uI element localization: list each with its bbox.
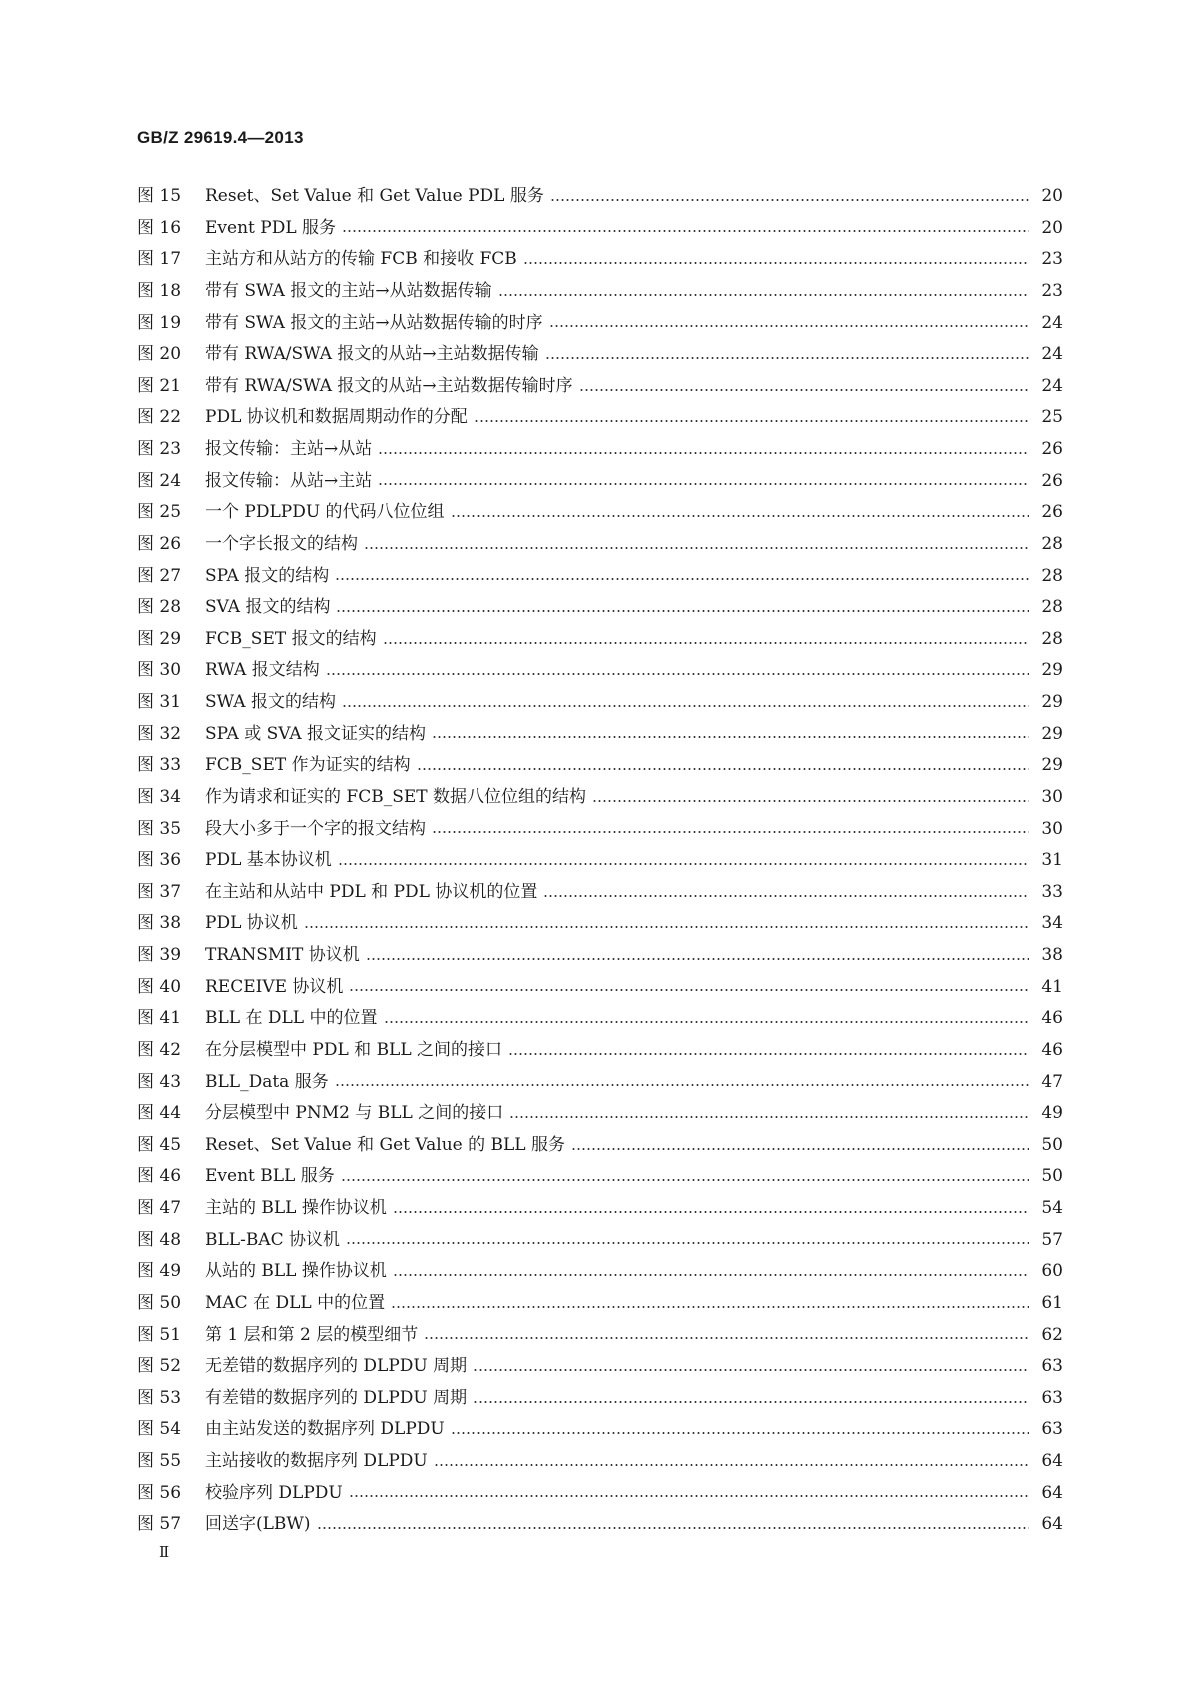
figure-title: 从站的 BLL 操作协议机 bbox=[205, 1261, 387, 1282]
figure-title: 主站接收的数据序列 DLPDU bbox=[205, 1451, 428, 1471]
figure-title: 无差错的数据序列的 DLPDU 周期 bbox=[205, 1356, 468, 1377]
figure-title: 带有 RWA/SWA 报文的从站→主站数据传输时序 bbox=[205, 375, 573, 396]
figure-number: 图 35 bbox=[137, 818, 182, 839]
dot-leader bbox=[336, 610, 1029, 612]
toc-entry[interactable] bbox=[137, 1003, 1063, 1035]
page-reference: 25 bbox=[1041, 407, 1063, 428]
toc-entry[interactable] bbox=[137, 592, 1063, 624]
figure-title: Event BLL 服务 bbox=[205, 1166, 335, 1187]
figure-title: 校验序列 DLPDU bbox=[205, 1482, 343, 1503]
toc-entry[interactable] bbox=[137, 434, 1063, 466]
figure-title: SPA 报文的结构 bbox=[205, 565, 330, 586]
dot-leader bbox=[378, 483, 1029, 485]
toc-entry[interactable] bbox=[137, 1320, 1063, 1352]
figure-title: PDL 协议机 bbox=[205, 913, 298, 934]
toc-entry[interactable] bbox=[137, 1256, 1063, 1288]
dot-leader bbox=[349, 1495, 1029, 1497]
figure-number: 图 42 bbox=[137, 1039, 182, 1060]
figure-title: RWA 报文结构 bbox=[205, 660, 320, 681]
page-reference: 63 bbox=[1041, 1356, 1063, 1377]
figure-title: 带有 SWA 报文的主站→从站数据传输 bbox=[205, 280, 492, 301]
toc-entry[interactable] bbox=[137, 624, 1063, 656]
dot-leader bbox=[342, 230, 1029, 232]
figure-title: SVA 报文的结构 bbox=[205, 597, 331, 618]
figure-title: Reset、Set Value 和 Get Value PDL 服务 bbox=[205, 186, 544, 206]
figure-number: 图 39 bbox=[137, 945, 182, 965]
dot-leader bbox=[571, 1148, 1029, 1150]
figure-number: 图 57 bbox=[137, 1514, 182, 1535]
figure-number: 图 38 bbox=[137, 913, 182, 934]
figure-number: 图 54 bbox=[137, 1419, 182, 1440]
toc-entry[interactable] bbox=[137, 1478, 1063, 1510]
page-reference: 64 bbox=[1041, 1514, 1063, 1535]
figure-number: 图 28 bbox=[137, 597, 182, 618]
dot-leader bbox=[304, 926, 1029, 928]
page-reference: 41 bbox=[1041, 976, 1063, 997]
figure-number: 图 36 bbox=[137, 850, 182, 871]
figure-title: BLL_Data 服务 bbox=[205, 1071, 329, 1092]
dot-leader bbox=[349, 989, 1029, 991]
dot-leader bbox=[592, 800, 1029, 802]
dot-leader bbox=[543, 895, 1029, 897]
figure-number: 图 15 bbox=[137, 186, 182, 206]
figure-number: 图 40 bbox=[137, 976, 182, 997]
toc-entry[interactable] bbox=[137, 940, 1063, 972]
page-reference: 54 bbox=[1041, 1198, 1063, 1218]
figure-title: 分层模型中 PNM2 与 BLL 之间的接口 bbox=[205, 1103, 504, 1124]
page-reference: 30 bbox=[1041, 786, 1063, 807]
toc-entry[interactable] bbox=[137, 466, 1063, 498]
figure-title: Event PDL 服务 bbox=[205, 217, 337, 238]
figure-number: 图 41 bbox=[137, 1008, 182, 1029]
toc-entry[interactable] bbox=[137, 1193, 1063, 1225]
figure-number: 图 27 bbox=[137, 565, 182, 586]
page-reference: 46 bbox=[1041, 1008, 1063, 1029]
toc-entry[interactable] bbox=[137, 1035, 1063, 1067]
page-reference: 24 bbox=[1041, 344, 1063, 365]
toc-entry[interactable] bbox=[137, 339, 1063, 371]
toc-entry[interactable] bbox=[137, 687, 1063, 719]
toc-entry[interactable] bbox=[137, 750, 1063, 782]
dot-leader bbox=[384, 1021, 1030, 1023]
page-reference: 30 bbox=[1041, 818, 1063, 839]
toc-entry[interactable] bbox=[137, 1130, 1063, 1162]
toc-entry[interactable] bbox=[137, 213, 1063, 245]
figure-title: Reset、Set Value 和 Get Value 的 BLL 服务 bbox=[205, 1134, 565, 1155]
toc-entry[interactable] bbox=[137, 655, 1063, 687]
figure-title: FCB_SET 报文的结构 bbox=[205, 628, 377, 649]
dot-leader bbox=[417, 768, 1029, 770]
dot-leader bbox=[498, 294, 1029, 296]
toc-entry[interactable] bbox=[137, 1067, 1063, 1099]
dot-leader bbox=[393, 1274, 1029, 1276]
toc-entry[interactable] bbox=[137, 782, 1063, 814]
figure-title: SPA 或 SVA 报文证实的结构 bbox=[205, 723, 427, 744]
figure-number: 图 29 bbox=[137, 628, 182, 649]
page-reference: 28 bbox=[1041, 533, 1063, 554]
figure-number: 图 32 bbox=[137, 723, 182, 744]
figure-number: 图 53 bbox=[137, 1387, 182, 1408]
page-reference: 29 bbox=[1041, 755, 1063, 776]
dot-leader bbox=[523, 262, 1029, 264]
figure-number: 图 49 bbox=[137, 1261, 182, 1282]
dot-leader bbox=[432, 736, 1029, 738]
page-reference: 50 bbox=[1041, 1134, 1063, 1155]
page-reference: 61 bbox=[1041, 1292, 1063, 1313]
figure-title: 一个 PDLPDU 的代码八位位组 bbox=[205, 502, 445, 523]
page-reference: 64 bbox=[1041, 1482, 1063, 1503]
dot-leader bbox=[393, 1211, 1029, 1213]
page-reference: 49 bbox=[1041, 1103, 1063, 1124]
dot-leader bbox=[474, 420, 1029, 422]
figure-number: 图 34 bbox=[137, 786, 182, 807]
figure-title: 带有 SWA 报文的主站→从站数据传输的时序 bbox=[205, 312, 543, 333]
page-reference: 31 bbox=[1041, 850, 1063, 871]
figure-title: 带有 RWA/SWA 报文的从站→主站数据传输 bbox=[205, 344, 539, 365]
dot-leader bbox=[545, 357, 1029, 359]
toc-entry[interactable] bbox=[137, 1383, 1063, 1415]
page-reference: 57 bbox=[1041, 1229, 1063, 1250]
page-number: Ⅱ bbox=[159, 1543, 170, 1561]
figure-number: 图 44 bbox=[137, 1103, 182, 1124]
toc-entry[interactable] bbox=[137, 1509, 1063, 1541]
toc-entry[interactable] bbox=[137, 877, 1063, 909]
page-reference: 50 bbox=[1041, 1166, 1063, 1187]
toc-entry[interactable] bbox=[137, 181, 1063, 213]
dot-leader bbox=[451, 1432, 1029, 1434]
figure-number: 图 56 bbox=[137, 1482, 182, 1503]
page-reference: 24 bbox=[1041, 375, 1063, 396]
figure-number: 图 17 bbox=[137, 249, 182, 270]
table-of-figures bbox=[137, 181, 1063, 1541]
dot-leader bbox=[509, 1116, 1029, 1118]
dot-leader bbox=[424, 1337, 1029, 1339]
page-reference: 63 bbox=[1041, 1387, 1063, 1408]
figure-number: 图 47 bbox=[137, 1198, 182, 1218]
figure-title: 段大小多于一个字的报文结构 bbox=[205, 818, 426, 839]
page-reference: 47 bbox=[1041, 1071, 1063, 1092]
dot-leader bbox=[335, 578, 1029, 580]
figure-title: MAC 在 DLL 中的位置 bbox=[205, 1292, 386, 1313]
dot-leader bbox=[508, 1053, 1029, 1055]
dot-leader bbox=[378, 452, 1029, 454]
toc-entry[interactable] bbox=[137, 244, 1063, 276]
dot-leader bbox=[383, 642, 1029, 644]
toc-entry[interactable] bbox=[137, 497, 1063, 529]
figure-number: 图 51 bbox=[137, 1324, 182, 1345]
page-reference: 23 bbox=[1041, 280, 1063, 301]
figure-title: PDL 基本协议机 bbox=[205, 850, 332, 871]
toc-entry[interactable] bbox=[137, 371, 1063, 403]
figure-title: FCB_SET 作为证实的结构 bbox=[205, 755, 411, 776]
figure-number: 图 24 bbox=[137, 470, 182, 491]
page-reference: 29 bbox=[1041, 660, 1063, 681]
figure-title: 主站方和从站方的传输 FCB 和接收 FCB bbox=[205, 249, 517, 270]
toc-entry[interactable] bbox=[137, 529, 1063, 561]
dot-leader bbox=[317, 1527, 1029, 1529]
toc-entry[interactable] bbox=[137, 972, 1063, 1004]
page-reference: 60 bbox=[1041, 1261, 1063, 1282]
figure-number: 图 22 bbox=[137, 407, 182, 428]
dot-leader bbox=[549, 325, 1029, 327]
dot-leader bbox=[579, 389, 1029, 391]
figure-title: 主站的 BLL 操作协议机 bbox=[205, 1198, 387, 1218]
document-code: GB/Z 29619.4—2013 bbox=[137, 128, 304, 147]
dot-leader bbox=[335, 1084, 1029, 1086]
figure-title: 有差错的数据序列的 DLPDU 周期 bbox=[205, 1387, 468, 1408]
toc-entry[interactable] bbox=[137, 276, 1063, 308]
figure-title: BLL-BAC 协议机 bbox=[205, 1229, 340, 1250]
toc-entry[interactable] bbox=[137, 1288, 1063, 1320]
toc-entry[interactable] bbox=[137, 1414, 1063, 1446]
figure-number: 图 23 bbox=[137, 439, 182, 459]
page-reference: 38 bbox=[1041, 945, 1063, 965]
figure-title: TRANSMIT 协议机 bbox=[205, 945, 360, 965]
page-reference: 26 bbox=[1041, 502, 1063, 523]
figure-number: 图 18 bbox=[137, 280, 182, 301]
figure-number: 图 52 bbox=[137, 1356, 182, 1377]
toc-entry[interactable] bbox=[137, 1225, 1063, 1257]
figure-number: 图 31 bbox=[137, 692, 182, 712]
page-reference: 29 bbox=[1041, 692, 1063, 712]
dot-leader bbox=[326, 673, 1029, 675]
dot-leader bbox=[346, 1242, 1029, 1244]
toc-entry[interactable] bbox=[137, 1098, 1063, 1130]
figure-number: 图 33 bbox=[137, 755, 182, 776]
page-reference: 28 bbox=[1041, 597, 1063, 618]
figure-number: 图 26 bbox=[137, 533, 182, 554]
page-reference: 20 bbox=[1041, 186, 1063, 206]
figure-title: SWA 报文的结构 bbox=[205, 692, 336, 712]
toc-entry[interactable] bbox=[137, 1161, 1063, 1193]
figure-title: 报文传输：主站→从站 bbox=[205, 439, 373, 459]
figure-title: RECEIVE 协议机 bbox=[205, 976, 344, 997]
figure-title: 在分层模型中 PDL 和 BLL 之间的接口 bbox=[205, 1039, 503, 1060]
toc-entry[interactable] bbox=[137, 845, 1063, 877]
dot-leader bbox=[432, 831, 1029, 833]
page-reference: 63 bbox=[1041, 1419, 1063, 1440]
dot-leader bbox=[434, 1464, 1029, 1466]
page-reference: 26 bbox=[1041, 470, 1063, 491]
page-reference: 24 bbox=[1041, 312, 1063, 333]
figure-title: 由主站发送的数据序列 DLPDU bbox=[205, 1419, 445, 1440]
toc-entry[interactable] bbox=[137, 814, 1063, 846]
figure-number: 图 19 bbox=[137, 312, 182, 333]
page-reference: 34 bbox=[1041, 913, 1063, 934]
figure-number: 图 30 bbox=[137, 660, 182, 681]
figure-number: 图 43 bbox=[137, 1071, 182, 1092]
dot-leader bbox=[366, 958, 1029, 960]
figure-number: 图 21 bbox=[137, 375, 182, 396]
figure-number: 图 20 bbox=[137, 344, 182, 365]
dot-leader bbox=[364, 547, 1029, 549]
page-reference: 46 bbox=[1041, 1039, 1063, 1060]
page-reference: 64 bbox=[1041, 1451, 1063, 1471]
page-reference: 20 bbox=[1041, 217, 1063, 238]
page-reference: 23 bbox=[1041, 249, 1063, 270]
page-reference: 29 bbox=[1041, 723, 1063, 744]
figure-title: 作为请求和证实的 FCB_SET 数据八位位组的结构 bbox=[205, 786, 586, 807]
page-reference: 33 bbox=[1041, 881, 1063, 902]
figure-number: 图 48 bbox=[137, 1229, 182, 1250]
dot-leader bbox=[338, 863, 1029, 865]
figure-title: 报文传输：从站→主站 bbox=[205, 470, 373, 491]
figure-title: 在主站和从站中 PDL 和 PDL 协议机的位置 bbox=[205, 881, 538, 902]
dot-leader bbox=[342, 705, 1029, 707]
dot-leader bbox=[473, 1369, 1029, 1371]
figure-title: 回送字(LBW) bbox=[205, 1514, 311, 1535]
toc-entry[interactable] bbox=[137, 1351, 1063, 1383]
page-reference: 28 bbox=[1041, 565, 1063, 586]
toc-entry[interactable] bbox=[137, 561, 1063, 593]
figure-number: 图 45 bbox=[137, 1134, 182, 1155]
figure-title: 第 1 层和第 2 层的模型细节 bbox=[205, 1324, 419, 1345]
dot-leader bbox=[341, 1179, 1029, 1181]
page-reference: 62 bbox=[1041, 1324, 1063, 1345]
figure-number: 图 50 bbox=[137, 1292, 182, 1313]
figure-title: BLL 在 DLL 中的位置 bbox=[205, 1008, 378, 1029]
figure-number: 图 55 bbox=[137, 1451, 182, 1471]
toc-entry[interactable] bbox=[137, 719, 1063, 751]
figure-title: 一个字长报文的结构 bbox=[205, 533, 358, 554]
figure-number: 图 46 bbox=[137, 1166, 182, 1187]
figure-number: 图 16 bbox=[137, 217, 182, 238]
toc-entry[interactable] bbox=[137, 1446, 1063, 1478]
toc-entry[interactable] bbox=[137, 308, 1063, 340]
page-reference: 28 bbox=[1041, 628, 1063, 649]
toc-entry[interactable] bbox=[137, 402, 1063, 434]
figure-title: PDL 协议机和数据周期动作的分配 bbox=[205, 407, 468, 428]
dot-leader bbox=[391, 1306, 1029, 1308]
page-reference: 26 bbox=[1041, 439, 1063, 459]
toc-entry[interactable] bbox=[137, 908, 1063, 940]
figure-number: 图 37 bbox=[137, 881, 182, 902]
figure-number: 图 25 bbox=[137, 502, 182, 523]
dot-leader bbox=[550, 199, 1029, 201]
dot-leader bbox=[451, 515, 1029, 517]
dot-leader bbox=[473, 1401, 1029, 1403]
